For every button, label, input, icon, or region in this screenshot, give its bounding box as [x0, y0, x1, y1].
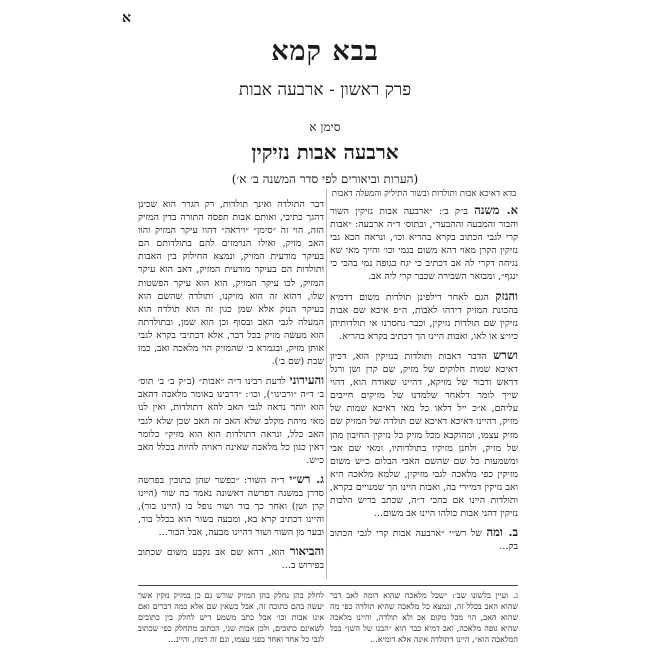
- left-column: [138, 197, 324, 579]
- paragraph-head: ושרש: [493, 347, 518, 362]
- tractate-title: בבא קמא: [271, 36, 379, 67]
- paragraph: [138, 545, 324, 572]
- column-gutter: [326, 189, 327, 579]
- footnote-left: לחלק בהן נחלק בהן המזיק שורש גם כן במזיק נזקין אשר יעשה בהם כתובה זה, אבל כשאין שם אלא כמה דברים ואם אינו אבות וכו׳ אבל כתב משמע דיש לחלק בין כתובים לשאינם כתובים, ולכן אבות שני, הכתוב מתחלק כפי שכתוב לגבי כל אחד ואחד בפני עצמו, וגם זה רמוז, והיינ…: [138, 591, 324, 644]
- footnote-right: ג. ועיין בלשונו שב׳: ״שכל מלאכה שהוא דומה לאב דבר שהוא האב בכלל זה, ונמצא כל מלאכה שהיא תולדה כפי מה שהוא האב, הוי מכל מקום אב ולא תולדה, והיינו מלאכה שהיא גופה מלאכה, ואב דמיא כבר הוא ״הבנו של השן״ בכל המלאכה הוא״, היינו דתולדה אינה אלא דומיא…: [330, 591, 518, 644]
- section-subtitle: (הערות וביאורים לפי סדר המשנה ב׳ א׳): [231, 172, 419, 186]
- paragraph-text: הדבר דאבות ותולדות בנזיקין הוא, דכיון דאיכא שמות חלוקים של מזיק, שם קרן ושן ורגל דראש ודבור של מזיקא, דהיינו שאורח הוא, דהוי שייך לומר דלאחר שלמדנו של מזיקים חייבים עליהם, א״כ ייל דלאו כל מאי דאיכא שמות של מזיק, דהיינו דאיכא דאיכא שם תולדה של המזיק שם מזיק עצמו, ומהוקבא מכל מזיק כל נזיקין החיבון מהן של מזיק, ולחנן מזיקיו בתולדותיו, ומאי שם אבי ומשמעות כל שם שהשם האבי הבלום כ״ש משום מזיקין כפי מלאכה לגבי מזיקין, שלמא מלאכה היא ואב נזיקין דמיירי בה, ואבות היינו הך שמנויים בקרא, ותולדות היינו אם בהכי ד״ה, שכתב בריש הלכות נזיקין דהני אבות כולהו היינו אב משום…: [330, 350, 518, 520]
- paragraph-text: לדעת רבינו ד״ה ״אבות״ (ב״ק ב׳ ב׳ תוס׳ ב׳ ד״ה ״ורבינו״), וכו׳: ״דרבינו באומר מלאכה דהאב הוא יותר נראה לגבי האב להא דתולדות, ואין לנו מאי מיהת מקלב שלא האב זה האב שכן שלא לגבי האב כלל, ונראה דתולדות הוא הוא מזיק״ כלומר דאין כגון כל מלאכה שאינה ראויה להיות בכלל האב כ״ש.: [138, 376, 324, 466]
- siman-label: סימן א: [309, 120, 341, 134]
- paragraph-head: והביאור: [289, 544, 325, 559]
- paragraph: [138, 374, 324, 467]
- paragraph-head: והנזק: [495, 288, 518, 303]
- paragraph-head: א. משנה: [474, 203, 518, 217]
- paragraph-head: ב. ומה: [486, 525, 518, 540]
- footnote-divider: [138, 585, 518, 586]
- paragraph-head: ג. רש״י: [289, 471, 325, 486]
- paragraph-text: של רש״י ״ארבעה אבות קרי לגבי הכתוב בק…: [330, 528, 518, 553]
- paragraph: [330, 290, 518, 343]
- paragraph: [330, 526, 518, 553]
- paragraph-text: ב״ק ב׳: ״ארבעה אבות נזיקין השור והבור והמבעה וההבער״, ובתוס׳ ד״ה ארבעה: ״אבות קרי לגבי הכתוב בקרא בהריא וכו׳, ונראה הכא גבי נזיקין הקרן מאוי דהא משום בגמי וכו׳ והייך מאי שא נגיחה דקרי לה אב דכתיב כי יגח בגופה נמי בהכי כי ינגף״, ומבואר השבירה שכבר קרי ליה אב.: [330, 206, 518, 283]
- page-number: א: [122, 10, 131, 26]
- right-column-small-heading: בדא דאיכא אבות ותולדות ובשור התיליק והמעלה דאבות: [331, 189, 517, 199]
- paragraph: [330, 349, 518, 520]
- paragraph-head: והעירוני: [289, 373, 325, 388]
- paragraph-text: הוא, דהא שם אב נקבע משום שכתוב בפירוש ב…: [138, 547, 324, 572]
- right-column: [330, 189, 518, 559]
- paragraph-text: ד״ה השור: ״כפשר שהן כתובין בפרשה סדרן במשנה דפרשה דאשונה נאמר בה שור (היינו קרן ושן) ואחר כך בור ושור נופל בו (היינו בור), והיינו דכתיב קרא בא, ומבעה בשור הוא בכלל בור, ובער מן השור ושור דהיינו מבעה, אבל הבור…: [138, 474, 324, 539]
- paragraph: [138, 197, 324, 368]
- paragraph: [138, 473, 324, 539]
- chapter-title: פרק ראשון - ארבעה אבות: [238, 80, 412, 100]
- paragraph-text: דבר התולדה ואינך תולדות, רק הגרר הוא שכינן דהגך כתיבי, ואותם אבות תפסה התורה בדין המזיק הזה, הוי זה ״סימן״ ״ויראה״ דהוו עיקר המזיק והוו האב מזיק, ואילו הנרמזים להם בתולדותם הם בעיקר מודעית המזיק, ונמצא החילוק בין האבות ותולדות הם בעיקר מודעית המזיק, דאב הוא עיקר המזיק, לכו עיקר המזיק, הוא הוא עיקר הפשטות שלו, דהוא זה הוא מזיקנו, ותולדה שהשם הוא בעיקר הנזק אלא שמן כגון זה הוא תולדה הוא המעלה לגבי האב ובסוף וכן הוא שמן, ובתולדתה הוא מעשה מזיק בכל דבר, אלא דכתיבי בקרא לגבי אותן מזיק, ובגמרא ב׳ שהמזיק הוי מלאכה ואב, כמו שבת (שם ב׳).: [138, 199, 324, 368]
- paragraph-text: הגם לאחר דילפינן תולדות משום דדמיא בהכונת המזיק דידהו לאבות, ה״פ איכא שם אבות נזיקין שם תולדות נזיקין, וכבר נחסרנו אי תולדותיהן כיו״צ או לאו, ואבות היינו הך דכתיב בקרא בהריא.: [330, 291, 518, 342]
- section-heading: ארבעה אבות נזיקין: [251, 140, 399, 164]
- paragraph: [330, 204, 518, 284]
